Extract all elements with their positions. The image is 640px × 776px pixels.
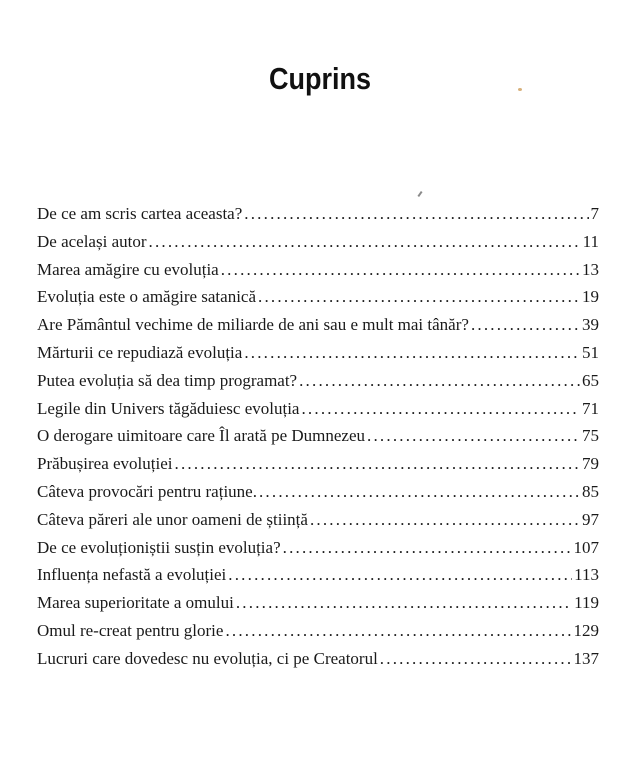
toc-leader-dots [258,283,580,311]
toc-entry-title: Marea superioritate a omului [37,593,234,613]
toc-entry [37,283,599,311]
toc-entry-page: 39 [582,315,599,335]
toc-leader-dots [244,200,588,228]
toc-entry [37,645,599,673]
toc-leader-dots [367,422,580,450]
toc-entry-page: 19 [582,287,599,307]
paper-speck [518,88,522,91]
toc-entry [37,228,599,256]
toc-entry [37,506,599,534]
toc-entry-title: Are Pământul vechime de miliarde de ani sau e mult mai tânăr? [37,315,469,335]
toc-leader-dots [236,589,572,617]
toc-entry-title: Mărturii ce repudiază evoluția [37,342,243,362]
toc-entry [37,200,599,228]
toc-entry-title: Evoluția este o amăgire satanică [37,287,257,307]
toc-leader-dots [225,617,571,645]
toc-entry-page: 13 [582,259,599,279]
toc-entry-title: Câteva provocări pentru rațiune. [37,481,257,501]
toc-leader-dots [175,450,581,478]
toc-entry-title: Influența nefastă a evoluției [37,565,227,585]
toc-entry [37,311,599,339]
toc-entry-page: 75 [582,426,599,446]
toc-leader-dots [221,256,580,284]
toc-entry-title: Omul re-creat pentru glorie [37,620,224,640]
table-of-contents [37,200,599,673]
toc-leader-dots [380,645,572,673]
toc-entry [37,534,599,562]
toc-entry-title: Putea evoluția să dea timp programat? [37,370,298,390]
toc-entry-title: Lucruri care dovedesc nu evoluția, ci pe Creatorul [37,648,378,668]
toc-entry-page: 129 [573,620,599,640]
toc-entry-page: 65 [582,370,599,390]
toc-leader-dots [149,228,581,256]
toc-entry-title: O derogare uimitoare care Îl arată pe Dumnezeu [37,426,366,446]
toc-entry-page: 71 [582,398,599,418]
paper-speck [417,191,422,197]
page-title: Cuprins [268,62,371,96]
toc-leader-dots [310,506,580,534]
toc-entry-title: De ce am scris cartea aceasta? [37,204,243,223]
toc-entry-title: Marea amăgire cu evoluția [37,259,219,279]
toc-entry-title: De același autor [37,231,147,251]
toc-entry [37,256,599,284]
toc-leader-dots [301,395,580,423]
toc-leader-dots [283,534,572,562]
toc-entry [37,561,599,589]
toc-entry-title: Prăbușirea evoluției [37,454,173,474]
toc-entry-title: Legile din Univers tăgăduiesc evoluția [37,398,300,418]
toc-leader-dots [228,561,572,589]
toc-leader-dots [299,367,580,395]
toc-entry-page: 7 [590,204,599,223]
toc-entry [37,422,599,450]
toc-entry-title: De ce evoluționiștii susțin evoluția? [37,537,281,557]
toc-entry-page: 11 [582,231,599,251]
toc-entry-page: 97 [582,509,599,529]
toc-entry [37,367,599,395]
toc-entry-title: Câteva păreri ale unor oameni de știință [37,509,308,529]
toc-entry-page: 79 [582,454,599,474]
toc-entry [37,450,599,478]
toc-entry [37,589,599,617]
toc-leader-dots [244,339,580,367]
toc-entry [37,617,599,645]
toc-entry-page: 85 [582,481,599,501]
toc-entry-page: 107 [573,537,599,557]
toc-entry-page: 113 [574,565,599,585]
toc-entry [37,339,599,367]
toc-entry-page: 119 [574,593,599,613]
toc-entry [37,478,599,506]
toc-entry [37,395,599,423]
toc-entry-page: 137 [573,648,599,668]
toc-entry-page: 51 [582,342,599,362]
toc-leader-dots [471,311,580,339]
toc-leader-dots [259,478,580,506]
